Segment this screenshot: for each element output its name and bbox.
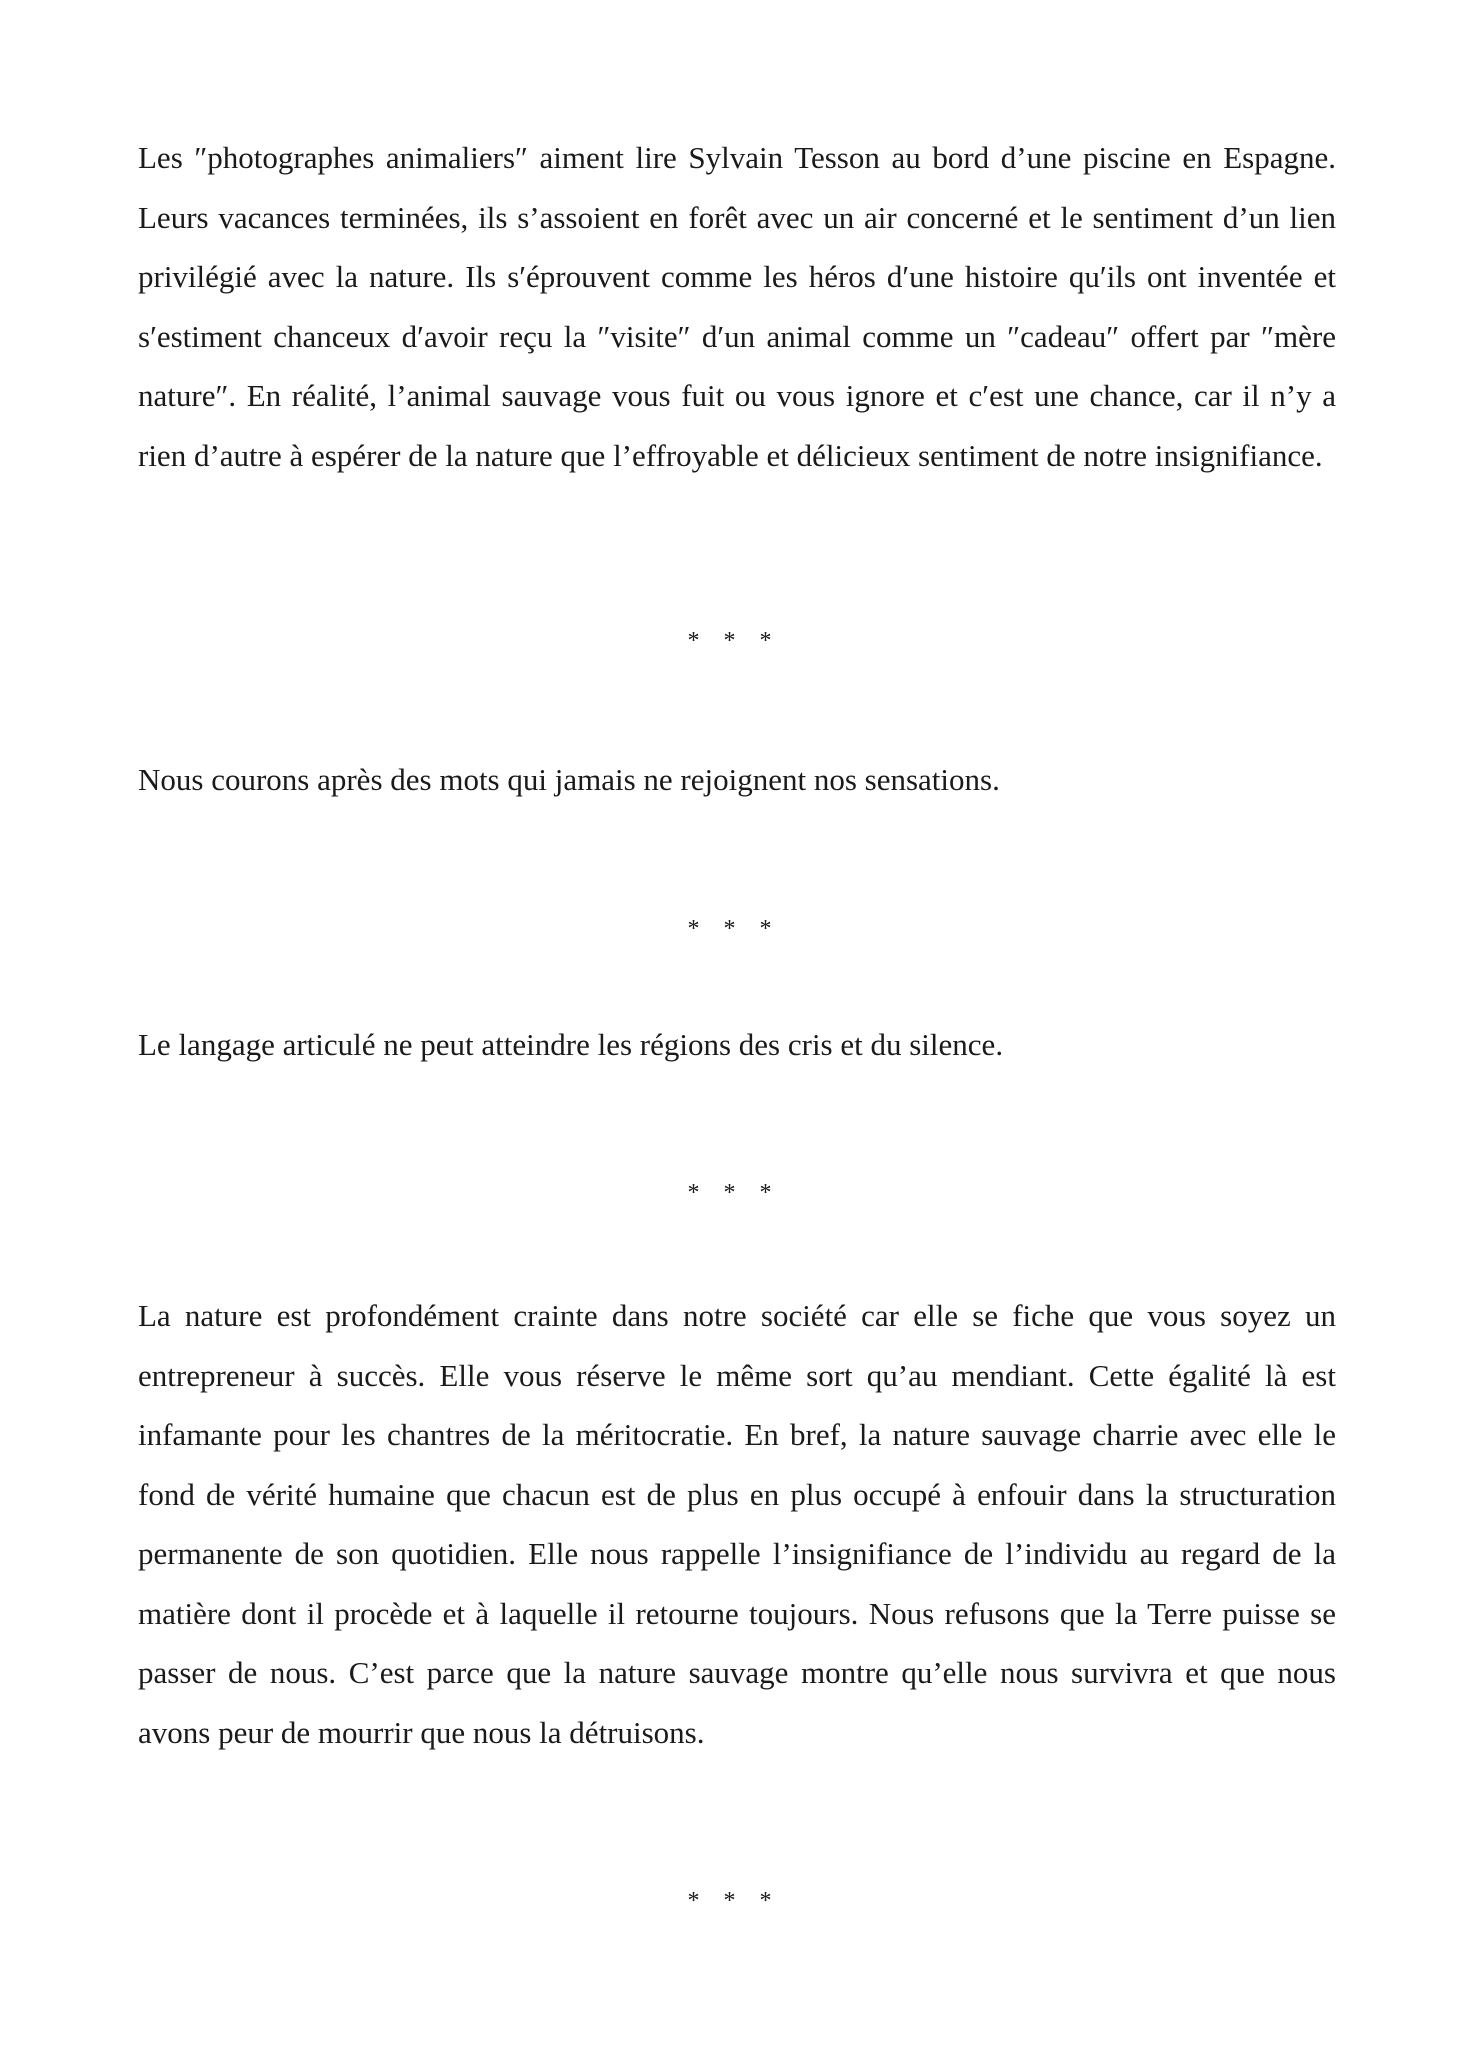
section-separator: * * *: [687, 916, 772, 942]
paragraph-photographers: Les ″photographes animaliers″ aiment lire Sylvain Tesson au bord d’une piscine en Espagne. Leurs vacances terminées, ils s’assoient en forêt avec un air concerné et le sentiment d’un lien privilégié avec la nature. Ils s′éprouvent comme les héros d′une histoire qu′ils ont inventée et s′estiment chanceux d′avoir reçu la ″visite″ d′un animal comme un ″cadeau″ offert par ″mère nature″. En réalité, l’animal sauvage vous fuit ou vous ignore et c′est une chance, car il n’y a rien d’autre à espérer de la nature que l’effroyable et délicieux sentiment de notre insignifiance.: [138, 140, 1336, 473]
section-separator: * * *: [687, 1888, 772, 1914]
paragraph-language-silence: Le langage articulé ne peut atteindre les régions des cris et du silence.: [138, 1027, 1004, 1062]
paragraph-words-sensations: Nous courons après des mots qui jamais ne rejoignent nos sensations.: [138, 762, 1000, 797]
section-separator: * * *: [687, 1180, 772, 1206]
paragraph-nature-feared: La nature est profondément crainte dans notre société car elle se fiche que vous soyez un entrepreneur à succès. Elle vous réserve le même sort qu’au mendiant. Cette égalité là est infamante pour les chantres de la méritocratie. En bref, la nature sauvage charrie avec elle le fond de vérité humaine que chacun est de plus en plus occupé à enfouir dans la structuration permanente de son quotidien. Elle nous rappelle l’insignifiance de l’individu au regard de la matière dont il procède et à laquelle il retourne toujours. Nous refusons que la Terre puisse se passer de nous. C’est parce que la nature sauvage montre qu’elle nous survivra et que nous avons peur de mourrir que nous la détruisons.: [138, 1298, 1336, 1750]
section-separator: * * *: [687, 628, 772, 654]
